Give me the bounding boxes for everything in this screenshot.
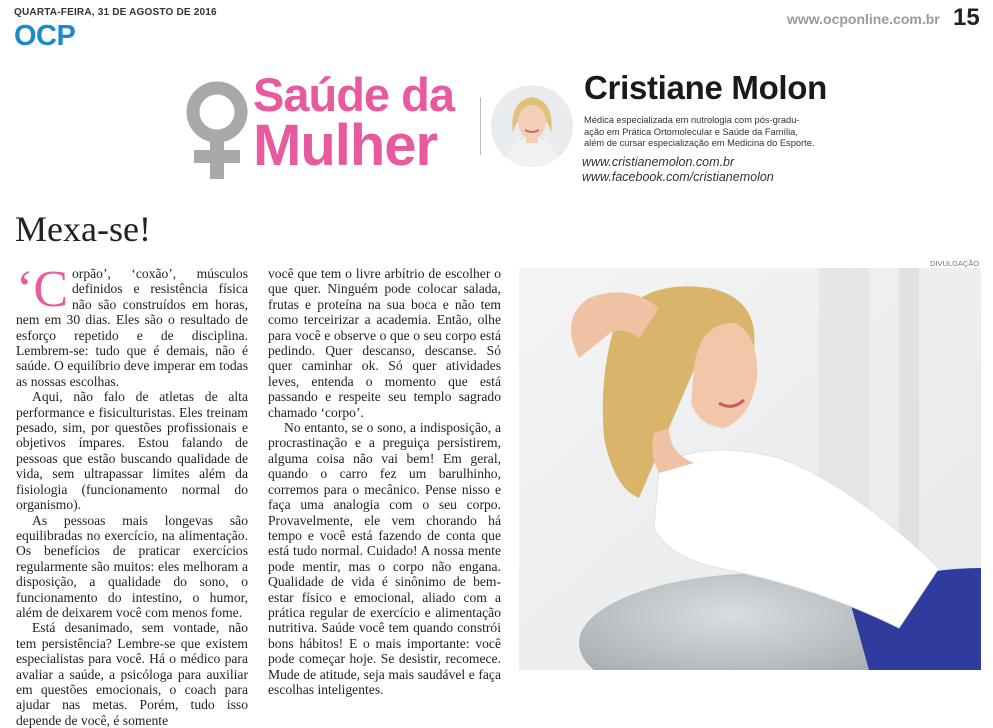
author-links — [582, 155, 774, 185]
article-column-2 — [268, 266, 501, 697]
author-website-link[interactable]: www.cristianemolon.com.br — [582, 155, 735, 169]
author-portrait — [491, 85, 573, 167]
article-column-1 — [16, 261, 248, 728]
article-paragraph: ‘Corpão’, ‘coxão’, músculos definidos e resistência física não são construídos em horas, nem em 30 dias. Eles são o resultado de esforço repetido e de disciplina. Lembrem-se: tudo que é demais, não é saúde. O equilíbrio deve imperar em todas as nossas escolhas. — [16, 261, 248, 389]
banner-divider — [480, 97, 481, 155]
page-number: 15 — [953, 4, 980, 31]
author-bio — [584, 115, 844, 150]
article-paragraph: No entanto, se o sono, a indisposição, a procrastinação e a preguiça persistirem, alguma coisa não vai bem! Em geral, quando o carro fez um barulhinho, corremos para o mecânico. Pense nisso e faça uma analogia com o seu corpo. Provavelmente, ele vem chorando há tempo e você está fazendo de conta que está tudo normal. Cuidado! A nossa mente pode mentir, mas o corpo não engana. Qualidade de vida é sinônimo de bem-estar físico e emocional, aliado com a prática regular de exercício e alimentação nutritiva. Saúde você tem quando constrói bons hábitos! E o mais importante: você pode começar hoje. Se desistir, recomece. Mude de atitude, seja mais saudável e faça escolhas inteligentes. — [268, 420, 501, 697]
article-paragraph: Aqui, não falo de atletas de alta performance e fisiculturistas. Eles treinam pesado, sim, por questões profissionais e objetivos ímpares. Estou falando de pessoas que estão buscando qualidade de vida, sem ultrapassar limites além da fisiologia (funcionamento normal do organismo). — [16, 389, 248, 513]
author-bio-line: ação em Prática Ortomolecular e Saúde da Família, — [584, 126, 798, 137]
article-paragraph: As pessoas mais longevas são equilibradas no exercício, na alimentação. Os benefícios de praticar exercícios regularmente são muitos: eles melhoram a disposição, a qualidade do sono, o funcionamento do intestino, o humor, além de deixarem você com menos fome. — [16, 512, 248, 620]
newspaper-logo: OCP — [14, 20, 76, 52]
drop-cap: ‘C — [16, 261, 68, 318]
newspaper-website: www.ocponline.com.br — [787, 11, 940, 27]
article-paragraph: Está desanimado, sem vontade, não tem persistência? Lembre-se que existem especialistas para você. Há o médico para avaliar a saúde, a psicóloga para auxiliar em questões emocionais, o coach para ajudar nas metas. Porém, tudo isso depende de você, é somente — [16, 620, 248, 728]
photo-credit: DIVULGAÇÃO — [930, 259, 980, 268]
article-photo — [519, 268, 981, 670]
article-headline: Mexa-se! — [15, 209, 151, 249]
author-bio-line: além de cursar especialização em Medicina do Esporte. — [584, 138, 815, 148]
column-title-line1: Saúde da — [253, 68, 454, 121]
issue-date: QUARTA-FEIRA, 31 DE AGOSTO DE 2016 — [14, 7, 217, 18]
venus-symbol-icon — [176, 78, 258, 182]
author-bio-line: Médica especializada em nutrologia com pós-gradu- — [584, 115, 800, 125]
author-facebook-link[interactable]: www.facebook.com/cristianemolon — [582, 170, 774, 184]
article-paragraph: você que tem o livre arbítrio de escolher o que quer. Ninguém pode colocar salada, frutas e proteína na sua boca e não tem como terceirizar a academia. Então, olhe para você e observe o que o seu corpo está pedindo. Quer descanso, descanse. Só quer caminhar ok. Só quer atividades leves, entenda o momento que está passando e respeite seu templo sagrado chamado ‘corpo’. — [268, 266, 501, 420]
author-name: Cristiane Molon — [584, 69, 828, 106]
column-title-line2: Mulher — [253, 113, 438, 178]
